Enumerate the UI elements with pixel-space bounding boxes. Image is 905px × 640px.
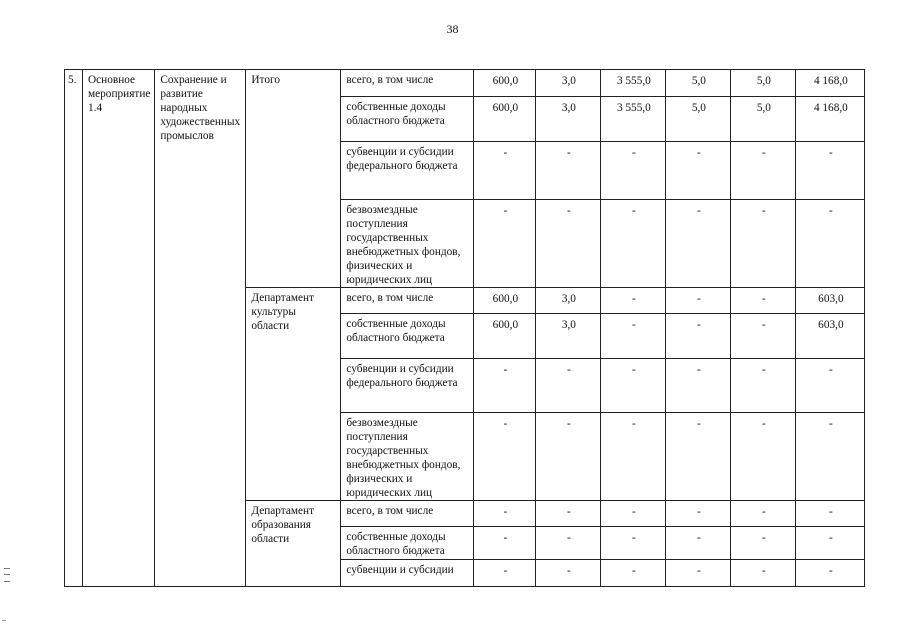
value-cell: - xyxy=(601,413,666,501)
value-cell: 603,0 xyxy=(796,314,865,359)
value-cell: - xyxy=(666,314,731,359)
value-cell: - xyxy=(666,288,731,314)
value-cell: - xyxy=(796,200,865,288)
value-cell: - xyxy=(474,359,536,413)
value-cell: 3,0 xyxy=(536,70,601,97)
value-cell: - xyxy=(601,288,666,314)
table-row xyxy=(65,70,865,97)
funding-source-label: безвозмездные поступления государственных внебюджетных фондов, физических и юридических лиц xyxy=(341,413,474,501)
value-cell: 600,0 xyxy=(474,97,536,142)
value-cell: - xyxy=(601,560,666,587)
value-cell: - xyxy=(796,359,865,413)
value-cell: - xyxy=(731,560,796,587)
value-cell: - xyxy=(536,413,601,501)
value-cell: - xyxy=(474,413,536,501)
value-cell: - xyxy=(474,142,536,200)
measure-title: Сохранение и развитие народных художественных промыслов xyxy=(155,70,246,587)
value-cell: - xyxy=(666,200,731,288)
value-cell: - xyxy=(796,413,865,501)
value-cell: 5,0 xyxy=(666,97,731,142)
value-cell: 4 168,0 xyxy=(796,97,865,142)
value-cell: 5,0 xyxy=(731,97,796,142)
value-cell: - xyxy=(731,142,796,200)
value-cell: - xyxy=(731,501,796,527)
executor-name: Департамент образования области xyxy=(246,501,341,587)
value-cell: - xyxy=(536,200,601,288)
value-cell: 600,0 xyxy=(474,70,536,97)
value-cell: - xyxy=(796,501,865,527)
funding-source-label: всего, в том числе xyxy=(341,70,474,97)
budget-table-wrapper xyxy=(64,69,865,587)
value-cell: 3,0 xyxy=(536,288,601,314)
value-cell: - xyxy=(666,142,731,200)
value-cell: - xyxy=(536,142,601,200)
value-cell: - xyxy=(796,142,865,200)
funding-source-label: субвенции и субсидии федерального бюджета xyxy=(341,142,474,200)
funding-source-label: безвозмездные поступления государственных внебюджетных фондов, физических и юридических лиц xyxy=(341,200,474,288)
funding-source-label: собственные доходы областного бюджета xyxy=(341,527,474,560)
row-index: 5. xyxy=(65,70,83,587)
value-cell: - xyxy=(474,501,536,527)
value-cell: - xyxy=(796,527,865,560)
value-cell: 603,0 xyxy=(796,288,865,314)
value-cell: - xyxy=(731,413,796,501)
funding-source-label: всего, в том числе xyxy=(341,501,474,527)
executor-name: Департамент культуры области xyxy=(246,288,341,501)
value-cell: 3,0 xyxy=(536,97,601,142)
executor-name: Итого xyxy=(246,70,341,288)
value-cell: - xyxy=(474,200,536,288)
page-number: 38 xyxy=(446,22,459,36)
value-cell: - xyxy=(536,527,601,560)
value-cell: - xyxy=(731,288,796,314)
budget-table xyxy=(64,69,865,587)
value-cell: 3 555,0 xyxy=(601,97,666,142)
value-cell: - xyxy=(666,359,731,413)
value-cell: - xyxy=(731,359,796,413)
table-body xyxy=(65,70,865,587)
value-cell: - xyxy=(666,527,731,560)
value-cell: - xyxy=(474,560,536,587)
value-cell: - xyxy=(731,314,796,359)
value-cell: 3 555,0 xyxy=(601,70,666,97)
value-cell: - xyxy=(601,200,666,288)
scan-edge-tick xyxy=(2,620,6,621)
scan-edge-mark xyxy=(4,568,10,582)
value-cell: - xyxy=(666,560,731,587)
value-cell: - xyxy=(601,142,666,200)
value-cell: - xyxy=(731,200,796,288)
value-cell: - xyxy=(536,501,601,527)
value-cell: - xyxy=(536,359,601,413)
value-cell: 5,0 xyxy=(666,70,731,97)
value-cell: 600,0 xyxy=(474,314,536,359)
value-cell: - xyxy=(731,527,796,560)
value-cell: - xyxy=(666,501,731,527)
funding-source-label: собственные доходы областного бюджета xyxy=(341,314,474,359)
measure-name: Основное мероприятие 1.4 xyxy=(83,70,155,587)
value-cell: - xyxy=(796,560,865,587)
value-cell: - xyxy=(536,560,601,587)
funding-source-label: субвенции и субсидии xyxy=(341,560,474,587)
funding-source-label: собственные доходы областного бюджета xyxy=(341,97,474,142)
value-cell: 5,0 xyxy=(731,70,796,97)
value-cell: - xyxy=(601,359,666,413)
funding-source-label: субвенции и субсидии федерального бюджета xyxy=(341,359,474,413)
value-cell: - xyxy=(666,413,731,501)
value-cell: 600,0 xyxy=(474,288,536,314)
funding-source-label: всего, в том числе xyxy=(341,288,474,314)
value-cell: - xyxy=(601,314,666,359)
value-cell: 4 168,0 xyxy=(796,70,865,97)
value-cell: - xyxy=(474,527,536,560)
value-cell: - xyxy=(601,527,666,560)
value-cell: 3,0 xyxy=(536,314,601,359)
value-cell: - xyxy=(601,501,666,527)
